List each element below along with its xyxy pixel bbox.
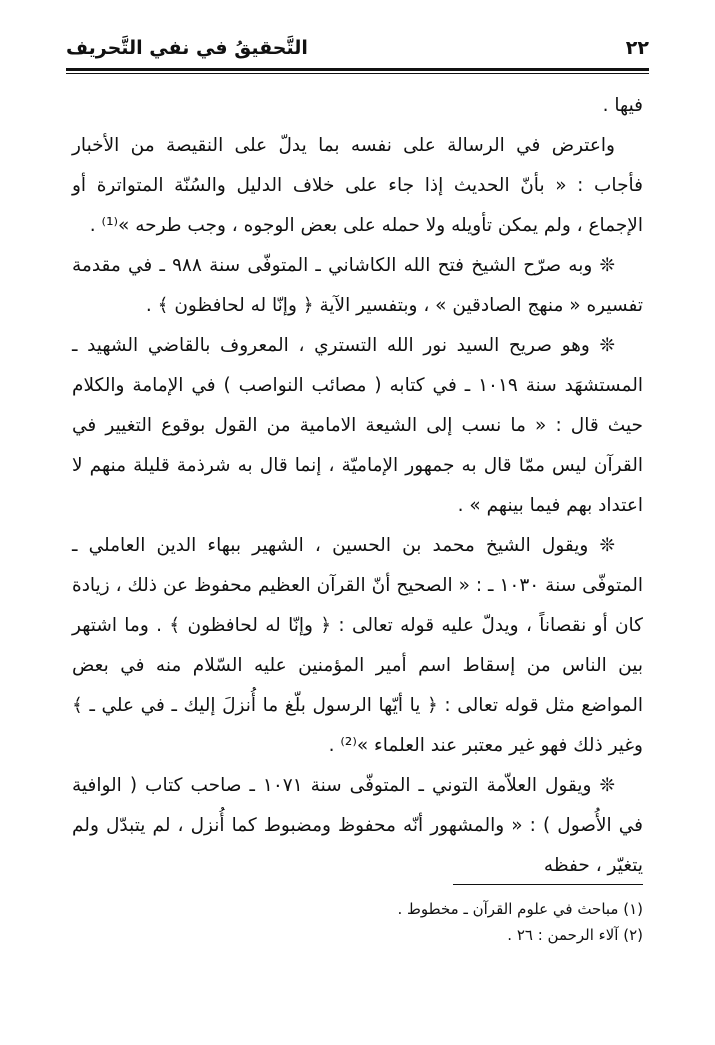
footnote-2: (٢) آلاء الرحمن : ٢٦ . — [507, 926, 643, 944]
header-rule — [66, 68, 649, 71]
paragraph-4: ❊ وهو صريح السيد نور الله التستري ، المعروف بالقاضي الشهيد ـ المستشهَد سنة ١٠١٩ ـ في كتابه ( مصائب النواصب ) في الإمامة والكلام حيث قال : « ما نسب إلى الشيعة الامامية من القول بوقوع التغيير في القرآن ليس ممّا قال به جمهور الإماميّة ، إنما قال به شرذمة قليلة منهم لا اعتداد بهم فيما بينهم » . — [72, 335, 643, 516]
paragraph-5: ❊ ويقول الشيخ محمد بن الحسين ، الشهير ببهاء الدين العاملي ـ المتوفّى سنة ١٠٣٠ ـ : « الصحيح أنّ القرآن العظيم محفوظ عن ذلك ، زيادة كان أو نقصاناً ، ويدلّ عليه قوله تعالى : ﴿ وإنّا له لحافظون ﴾ . وما اشتهر بين الناس من إسقاط اسم أمير المؤمنين عليه السّلام منه في بعض المواضع مثل قوله تعالى : ﴿ يا أيّها الرسول بلّغ ما أُنزلَ إليك ـ في علي ـ ﴾ وغير ذلك فهو غير معتبر عند العلماء »⁽²⁾ . — [72, 535, 644, 756]
footnote-rule — [453, 884, 643, 885]
paragraph-6: ❊ ويقول العلاّمة التوني ـ المتوفّى سنة ١٠٧١ ـ صاحب كتاب ( الوافية في الأُصول ) : « والمشهور أنّه محفوظ ومضبوط كما أُنزل ، لم يتبدّل ولم يتغيّر ، حفظه — [72, 775, 643, 876]
paragraph-1: فيها . — [602, 95, 643, 116]
header-rule-thin — [66, 73, 649, 74]
running-title: التَّحقيقُ في نفي التَّحريف — [66, 37, 308, 59]
footnotes — [72, 896, 643, 948]
page-number: ٢٢ — [625, 37, 649, 59]
body-text — [72, 86, 643, 886]
paragraph-3: ❊ وبه صرّح الشيخ فتح الله الكاشاني ـ المتوفّى سنة ٩٨٨ ـ في مقدمة تفسيره « منهج الصادقين » ، وبتفسير الآية ﴿ وإنّا له لحافظون ﴾ . — [72, 255, 643, 316]
paragraph-2: واعترض في الرسالة على نفسه بما يدلّ على النقيصة من الأخبار فأجاب : « بأنّ الحديث إذا جاء على خلاف الدليل والسُنّة المتواترة أو الإجماع ، ولم يمكن تأويله ولا حمله على بعض الوجوه ، وجب طرحه »⁽¹⁾ . — [72, 135, 643, 236]
footnote-1: (١) مباحث في علوم القرآن ـ مخطوط . — [397, 900, 643, 918]
page-header — [66, 30, 649, 66]
